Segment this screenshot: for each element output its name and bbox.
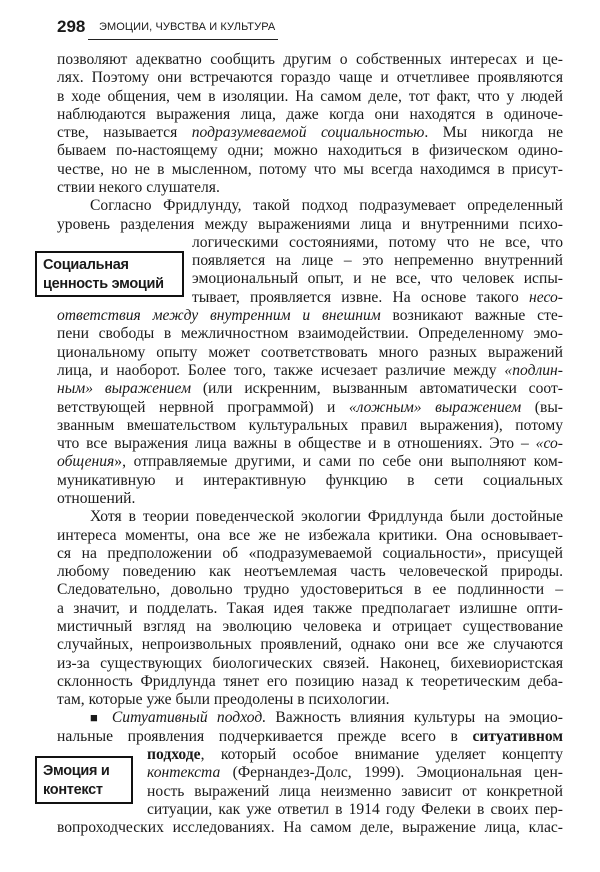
text-line [57,324,563,343]
margin-note-social-value [35,251,184,297]
text-run: званным вмешательством культуральных правил выражения), потому [57,416,563,434]
text-line [90,507,563,526]
text-run: Важность влияния культуры на эмоцио- [266,709,563,727]
text-line [57,343,563,362]
text-line [57,105,563,124]
text-run: склонность Фридлунда тянет его позицию назад к теоретическим деба- [57,672,563,690]
text-line [57,452,563,471]
bold-text: ситуативном [472,727,563,745]
text-line [57,215,563,234]
italic-text: «со- [535,435,563,453]
text-line [57,306,563,325]
text-line [57,141,563,160]
text-run: в ходе общения, чем в изоляции. На самом деле, тот факт, что у людей [57,87,563,105]
text-run: стве, называется [57,124,192,142]
text-line [57,87,563,106]
text-run: ситуации, как уже ответил в 1914 году Фелеки в своих пер- [147,800,563,818]
text-line [57,50,563,69]
text-line [57,617,563,636]
text-run: эмоциональный опыт, и не все, что человек испы- [192,270,563,288]
text-line [147,800,563,819]
text-line [57,434,563,453]
text-run: лица, и наоборот. Более того, также исчезает различие между [57,361,505,379]
text-line [57,471,563,490]
text-run: муникативную и интерактивную функцию в сети социальных [57,471,563,489]
bullet-square: ■ [90,710,112,726]
text-run: честве, но не в мысленном, потому что мы всегда находимся в присут- [57,160,563,178]
text-run: тывает, проявляется извне. На основе такого [192,288,530,306]
text-line [90,196,563,215]
text-run: мистичный взгляд на эволюцию человека и отрицает существование [57,617,563,635]
text-line [57,526,563,545]
text-run: возникают важные сте- [380,307,563,325]
text-line [57,361,563,380]
text-run: вопроходческих исследованиях. На самом деле, выражение лица, клас- [57,819,563,837]
text-line [57,489,563,508]
text-line [57,818,563,837]
text-run: . Мы никогда не [424,124,563,142]
text-line [57,727,563,746]
italic-text: ответствия между внутренним и внешним [57,307,381,325]
text-run: из-за существующих биологических связей. Наконец, бихевиористская [57,654,563,672]
margin-note-emotion-context [35,756,133,804]
text-run: (или искренним, вызванным автоматически соот- [191,380,564,398]
text-run: логическими состояниями, потому что не все, что [192,233,563,251]
text-run: , который особое внимание уделяет концепту [200,746,563,764]
italic-text: общения [57,453,115,471]
text-line [57,580,563,599]
margin-note-line: Эмоция и [43,763,110,779]
italic-text: «ложным» выражением [348,398,522,416]
text-run: (Фернандез-Долс, 1999). Эмоциональная цен- [220,764,563,782]
text-line [57,635,563,654]
text-run: ся на предположении об «подразумеваемой социальности», присущей [57,544,563,562]
text-run: позволяют адекватно сообщить другим о собственных интересах и це- [57,51,563,68]
text-run: Следовательно, довольно трудно удостовериться в ее подлинности – [57,581,563,599]
margin-note-line: контекст [43,782,103,798]
italic-text: несо- [529,288,563,306]
text-run: (вы- [521,398,563,416]
text-run: нальные проявления подчеркивается прежде всего в [57,727,473,745]
text-line [57,398,563,417]
text-run: уровень разделения между выражениями лица и внутренними психо- [57,215,563,233]
italic-text: Ситуативный подход. [111,709,267,727]
text-run: появляется на лице – это непременно внутренний [192,252,563,270]
page-number: 298 [57,17,86,36]
text-run: интереса моменты, она все же не избежала критики. Она основывает- [57,526,563,544]
text-line [57,599,563,618]
text-line [57,123,563,142]
text-run: пени свободы в межличностном взаимодействии. Определенному эмо- [57,325,563,343]
text-line [147,745,563,764]
text-line [192,233,563,252]
italic-text: контекста [147,764,221,782]
text-run: а значит, и подделать. Такая идея также предполагает излишне опти- [57,599,563,617]
text-line [57,68,563,87]
text-run: там, которые уже были преодолены в психологии. [57,691,390,709]
text-line [57,562,563,581]
text-line [57,672,563,691]
italic-text: «подлин- [504,361,563,379]
text-line [192,251,563,270]
text-run: ность выражений лица неизменно зависит от конкретной [147,782,563,800]
margin-note-line: Социальная [43,257,129,273]
italic-text: подразумеваемой социальностью [191,124,425,142]
text-line [192,288,563,307]
text-run: бываем по-настоящему одни; можно находиться в физическом одино- [57,142,563,160]
text-line [57,379,563,398]
text-run: что все выражения лица важны в обществе и в отношениях. Это – [57,435,536,453]
text-run: Хотя в теории поведенческой экологии Фридлунда были достойные [90,508,563,526]
text-run: отношений. [57,489,136,507]
text-run: », отправляемые другими, и сами по себе они выполняют ком- [114,453,563,471]
text-run: ветствующей нервной программой) и [57,398,349,416]
text-line [57,178,563,197]
text-line [57,690,563,709]
text-line [192,269,563,288]
text-run: лях. Поэтому они встречаются гораздо чаще и отчетливее проявляются [57,69,563,87]
text-line [147,763,563,782]
text-run: Согласно Фридлунду, такой подход подразумевает определенный [90,197,563,215]
text-run: наблюдаются выражения лица, даже когда они находятся в одиноче- [57,105,563,123]
text-line [57,544,563,563]
bold-text: подходе [147,746,201,764]
text-run: циональному опыту может соответствовать много разных выражений [57,343,563,361]
text-line [57,416,563,435]
text-line [57,160,563,179]
text-line [57,654,563,673]
margin-note-line: ценность эмоций [43,276,164,292]
text-run: любому поведению как неотъемлемая часть человеческой природы. [57,563,563,581]
text-line [147,782,563,801]
text-run: случайных, непроизвольных проявлений, однако они все же случаются [57,636,563,654]
text-run: ствии некого слушателя. [57,179,220,197]
running-title: ЭМОЦИИ, ЧУВСТВА И КУЛЬТУРА [99,21,276,33]
italic-text: ным» выражением [57,380,192,398]
text-line [90,708,563,727]
header-rule [88,39,278,40]
